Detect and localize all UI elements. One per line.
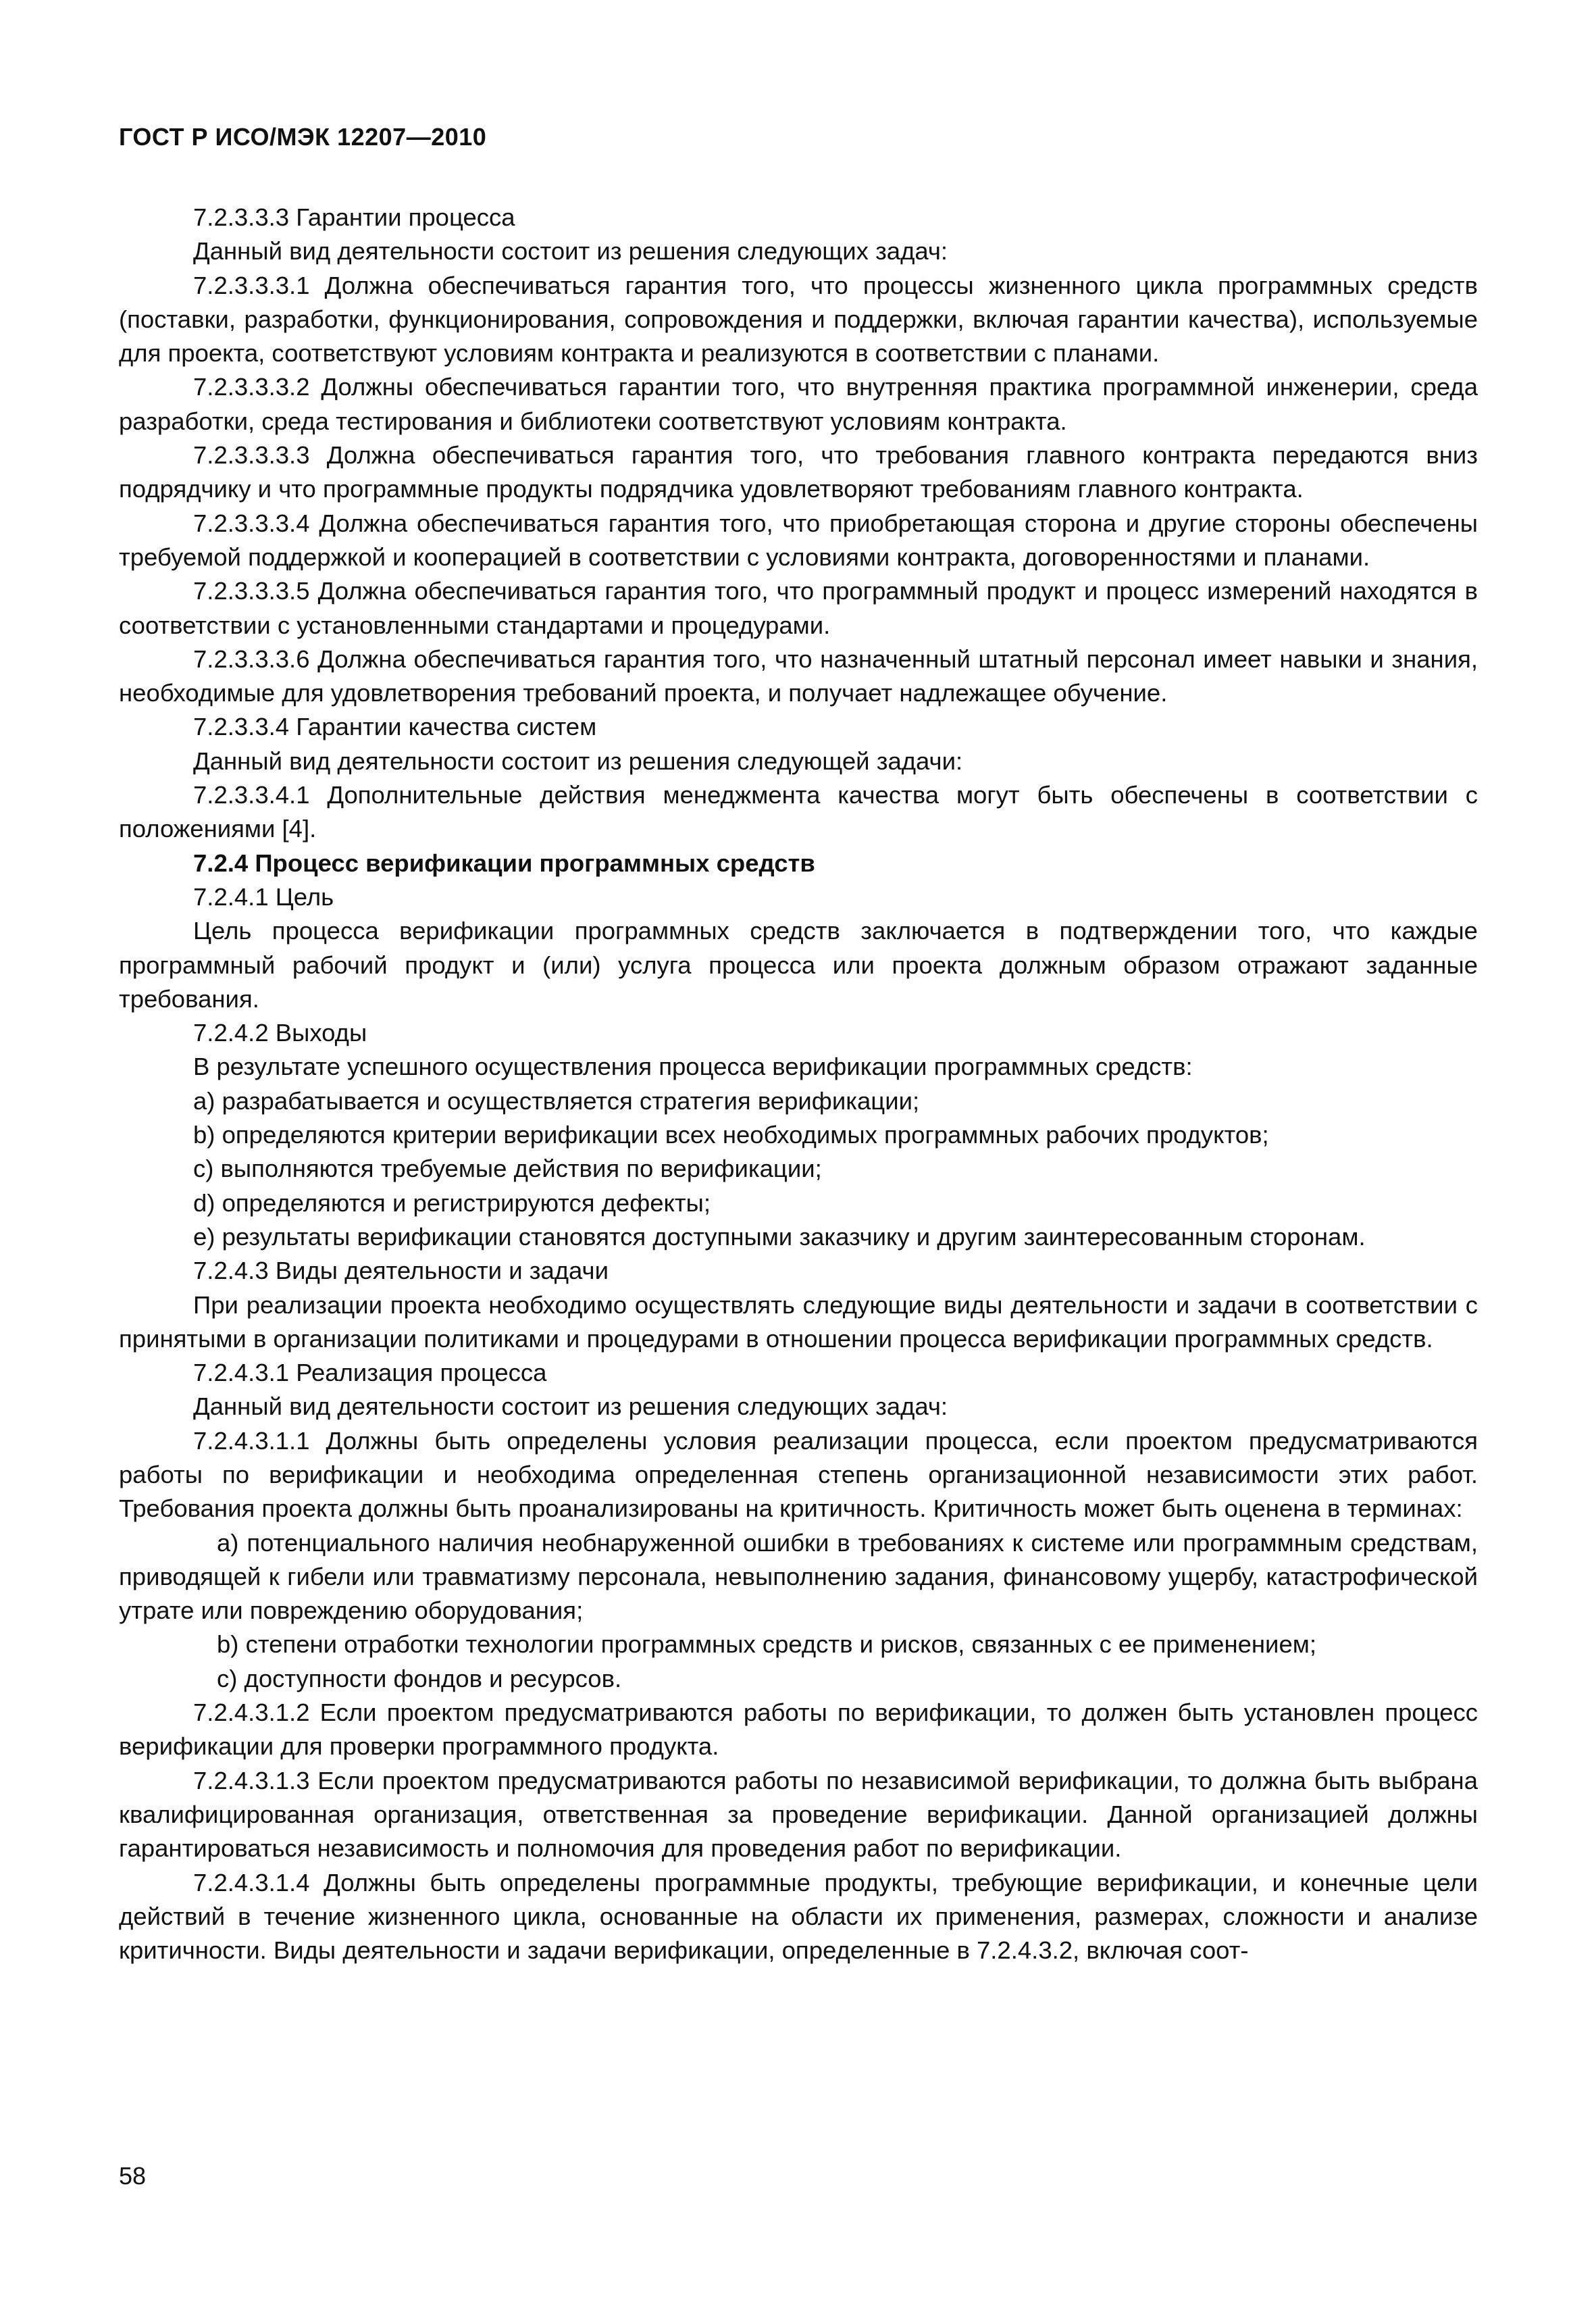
paragraph: a) потенциального наличия необнаруженной ошибки в требованиях к системе или программным средствам, приводящей к гибели или травматизму персонала, невыполнению задания, финансовому ущербу, катастрофической утрате или повреждению оборудования; bbox=[119, 1528, 1478, 1625]
paragraph: d) определяются и регистрируются дефекты; bbox=[193, 1188, 711, 1217]
paragraph: e) результаты верификации становятся доступными заказчику и другим заинтересованным сторонам. bbox=[193, 1222, 1366, 1251]
paragraph: c) выполняются требуемые действия по верификации; bbox=[193, 1155, 822, 1183]
paragraph: 7.2.3.3.3.1 Должна обеспечиваться гарантия того, что процессы жизненного цикла программных средств (поставки, разработки, функционирования, сопровождения и поддержки, включая гарантии качества), используемые для проекта, соответствуют условиям контракта и реализуются в соответствии с планами. bbox=[119, 271, 1478, 368]
paragraph: b) степени отработки технологии программных средств и рисков, связанных с ее применением; bbox=[217, 1630, 1316, 1659]
paragraph: 7.2.3.3.4 Гарантии качества систем bbox=[193, 713, 597, 741]
paragraph: 7.2.4.1 Цель bbox=[193, 882, 334, 911]
paragraph: 7.2.4.2 Выходы bbox=[193, 1019, 367, 1047]
paragraph: Данный вид деятельности состоит из решения следующих задач: bbox=[193, 1392, 948, 1421]
section-heading: 7.2.4 Процесс верификации программных средств bbox=[193, 849, 815, 877]
paragraph: 7.2.4.3.1 Реализация процесса bbox=[193, 1359, 547, 1387]
paragraph: 7.2.4.3.1.3 Если проектом предусматриваются работы по независимой верификации, то должна быть выбрана квалифицированная организация, ответственная за проведение верификации. Данной организацией должны гарантироваться независимость и полномочия для проведения работ по верификации. bbox=[119, 1766, 1478, 1863]
paragraph: 7.2.3.3.4.1 Дополнительные действия менеджмента качества могут быть обеспечены в соответствии с положениями [4]. bbox=[119, 781, 1478, 843]
paragraph: 7.2.4.3.1.4 Должны быть определены программные продукты, требующие верификации, и конечные цели действий в течение жизненного цикла, основанные на области их применения, размерах, сложности и анализе критичности. Виды деятельности и задачи верификации, определенные в 7.2.4.3.2, включая соот- bbox=[119, 1868, 1478, 1965]
paragraph: 7.2.3.3.3.3 Должна обеспечиваться гарантия того, что требования главного контракта передаются вниз подрядчику и что программные продукты подрядчика удовлетворяют требованиям главного контракта. bbox=[119, 441, 1478, 503]
document-body bbox=[119, 201, 1478, 1967]
paragraph: 7.2.4.3.1.1 Должны быть определены условия реализации процесса, если проектом предусматриваются работы по верификации и необходима определенная степень организационной независимости этих работ. Требования проекта должны быть проанализированы на критичность. Критичность может быть оценена в терминах: bbox=[119, 1426, 1478, 1523]
paragraph: b) определяются критерии верификации всех необходимых программных рабочих продуктов; bbox=[193, 1121, 1269, 1149]
paragraph: 7.2.3.3.3 Гарантии процесса bbox=[193, 203, 515, 231]
paragraph: c) доступности фондов и ресурсов. bbox=[217, 1664, 622, 1692]
paragraph: 7.2.3.3.3.4 Должна обеспечиваться гарантия того, что приобретающая сторона и другие стороны обеспечены требуемой поддержкой и кооперацией в соответствии с условиями контракта, договоренностями и планами. bbox=[119, 509, 1478, 571]
paragraph: Данный вид деятельности состоит из решения следующих задач: bbox=[193, 237, 948, 266]
paragraph: Цель процесса верификации программных средств заключается в подтверждении того, что каждые программный рабочий продукт и (или) услуга процесса или проекта должным образом отражают заданные требования. bbox=[119, 917, 1478, 1013]
paragraph: В результате успешного осуществления процесса верификации программных средств: bbox=[193, 1053, 1193, 1081]
paragraph: Данный вид деятельности состоит из решения следующей задачи: bbox=[193, 747, 963, 775]
paragraph: При реализации проекта необходимо осуществлять следующие виды деятельности и задачи в соответствии с принятыми в организации политиками и процедурами в отношении процесса верификации программных средств. bbox=[119, 1290, 1478, 1353]
paragraph: 7.2.3.3.3.2 Должны обеспечиваться гарантии того, что внутренняя практика программной инженерии, среда разработки, среда тестирования и библиотеки соответствуют условиям контракта. bbox=[119, 373, 1478, 435]
paragraph: 7.2.4.3 Виды деятельности и задачи bbox=[193, 1257, 609, 1285]
document-header: ГОСТ Р ИСО/МЭК 12207—2010 bbox=[119, 123, 487, 151]
paragraph: a) разрабатывается и осуществляется стратегия верификации; bbox=[193, 1086, 920, 1115]
paragraph: 7.2.3.3.3.5 Должна обеспечиваться гарантия того, что программный продукт и процесс измерений находятся в соответствии с установленными стандартами и процедурами. bbox=[119, 577, 1478, 639]
page-number: 58 bbox=[119, 2162, 147, 2190]
paragraph: 7.2.3.3.3.6 Должна обеспечиваться гарантия того, что назначенный штатный персонал имеет навыки и знания, необходимые для удовлетворения требований проекта, и получает надлежащее обучение. bbox=[119, 645, 1478, 707]
paragraph: 7.2.4.3.1.2 Если проектом предусматриваются работы по верификации, то должен быть установлен процесс верификации для проверки программного продукта. bbox=[119, 1699, 1478, 1761]
